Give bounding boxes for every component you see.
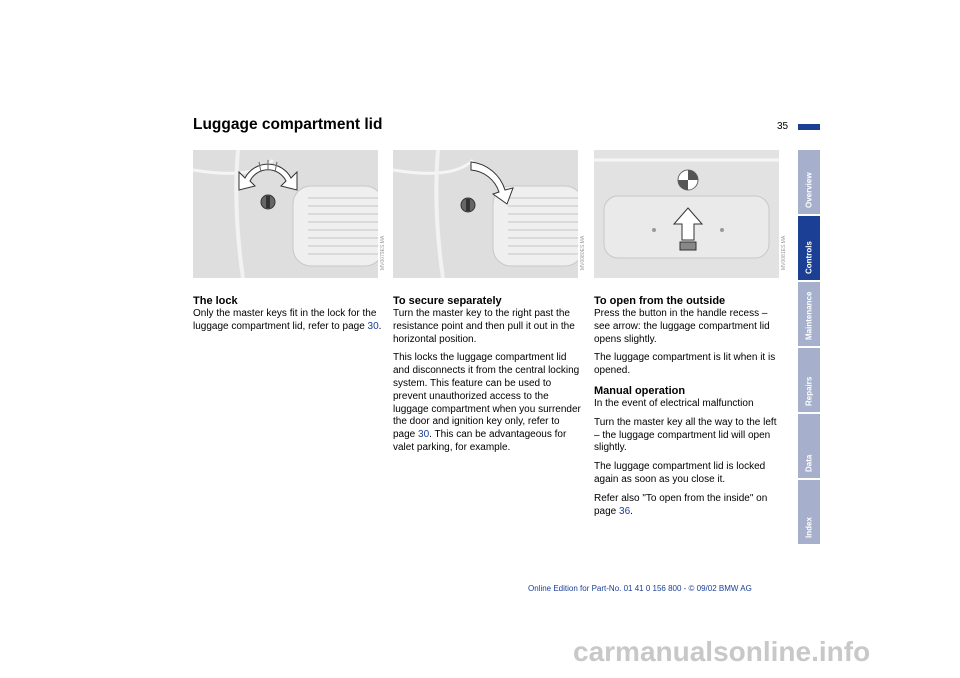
paragraph: The luggage compartment lid is locked again as soon as you close it. [594,461,766,485]
paragraph: In the event of electrical malfunction [594,397,754,409]
tab-index[interactable]: Index [798,480,820,544]
tab-maintenance[interactable]: Maintenance [798,282,820,346]
secure-illustration [393,150,578,278]
watermark: carmanualsonline.info [573,636,871,667]
section-heading: To open from the outside [594,295,726,307]
paragraph: This locks the luggage compartment lid and disconnects it from the central locking system. This feature can be used to prevent unauthorized access to the luggage compartment when you surrender the door and ignition key only, refer to page 30. This can be advantageous for valet parking, for example. [393,352,581,453]
chapter-tabs [798,150,820,546]
lock-illustration [193,150,378,278]
section-secure-separately [393,294,583,461]
page-reference-link[interactable]: 30 [418,429,430,441]
tab-data[interactable]: Data [798,414,820,478]
paragraph: Only the master keys fit in the lock for the luggage compartment lid, refer to page 30. [193,308,382,332]
section-heading: Manual operation [594,384,686,397]
image-code: MV0079ES.MA [380,235,386,270]
tab-repairs[interactable]: Repairs [798,348,820,412]
paragraph: Refer also "To open from the inside" on page 36. [594,492,768,517]
paragraph: Press the button in the handle recess – see arrow: the luggage compartment lid opens slightly. [594,308,770,345]
outside-open-illustration [594,150,779,278]
paragraph: Turn the master key to the right past the resistance point and then pull it out in the horizontal position. [393,308,575,345]
tab-controls[interactable]: Controls [798,216,820,280]
paragraph: The luggage compartment is lit when it is opened. [594,352,776,377]
section-open-from-outside [594,294,784,524]
paragraph: Turn the master key all the way to the left – the luggage compartment lid will open slightly. [594,416,777,454]
section-the-lock [193,294,383,340]
footer-edition: Online Edition for Part-No. 01 41 0 156 800 - © 09/02 BMW AG [528,584,752,593]
image-code: MV0080ES.MA [580,235,586,270]
tab-overview[interactable]: Overview [798,150,820,214]
page-reference-link[interactable]: 36 [619,505,631,517]
section-heading: The lock [193,295,238,307]
page-number-bar [798,124,820,130]
page-reference-link[interactable]: 30 [367,320,379,332]
image-code: MV0081ES.MA [781,235,787,270]
page-title: Luggage compartment lid [193,116,383,133]
section-heading: To secure separately [393,295,502,307]
page-number: 35 [777,121,789,132]
